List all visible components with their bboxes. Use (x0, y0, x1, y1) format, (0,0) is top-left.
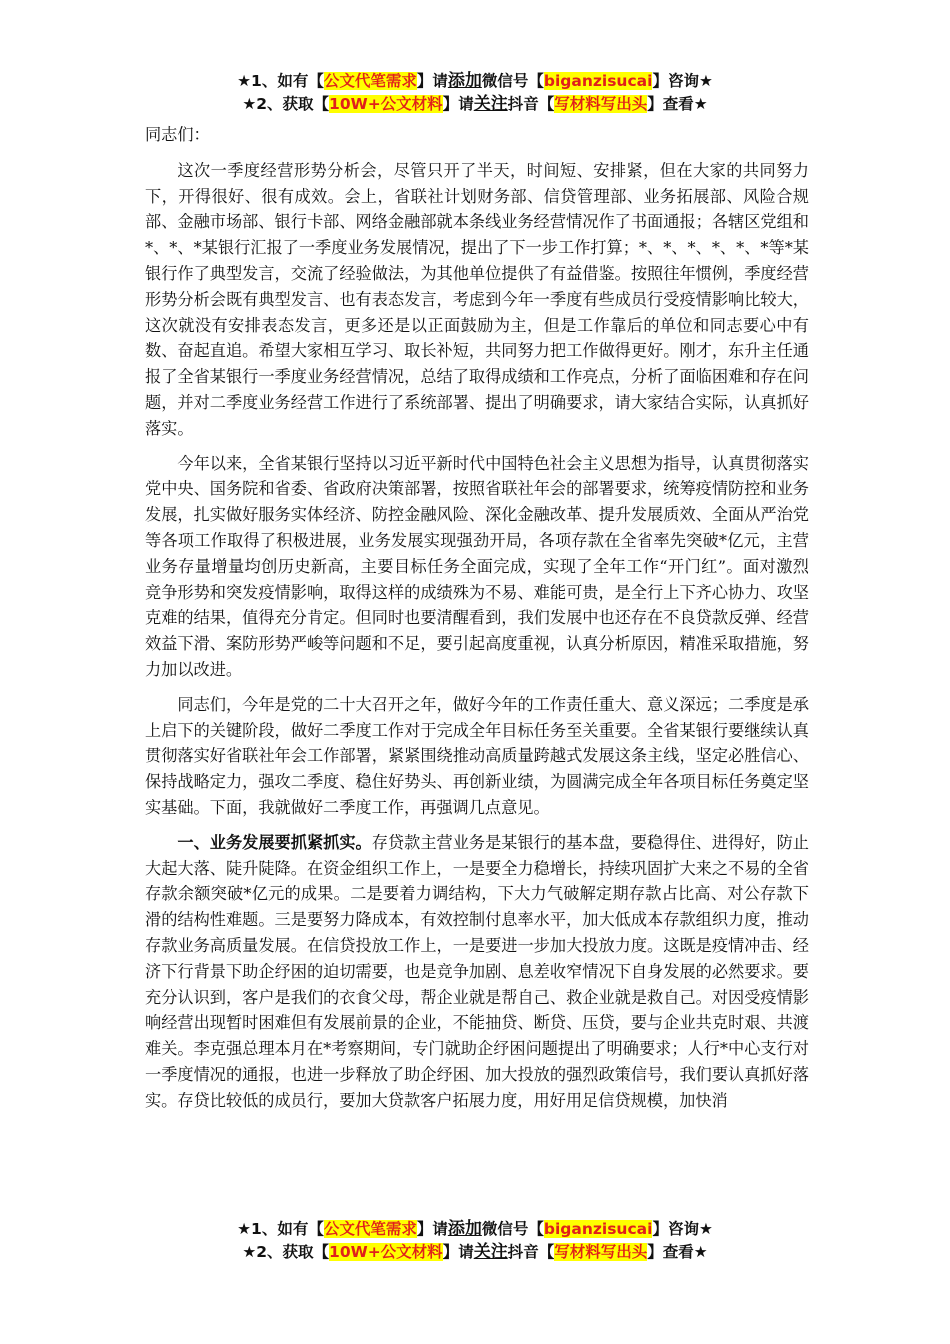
highlight-materials-bottom: 10W+公文材料 (329, 1243, 443, 1261)
paragraph-3: 同志们，今年是党的二十大召开之年，做好今年的工作责任重大、意义深远；二季度是承上启下的关键阶段，做好二季度工作对于完成全年目标任务至关重要。全省某银行要继续认真贯彻落实好省联社年会工作部署，紧紧围绕推动高质量跨越式发展这条主线，坚定必胜信心、保持战略定力，强攻二季度、稳住好势头、再创新业绩，为圆满完成全年各项目标任务奠定坚实基础。下面，我就做好二季度工作，再强调几点意见。 (145, 694, 809, 817)
section-1-paragraph (145, 830, 809, 1114)
promo-line-2-bottom: ★2、获取【10W+公文材料】请关注抖音【写材料写出头】查看★ (242, 1242, 708, 1262)
promo-line-1-bottom: ★1、如有【公文代笔需求】请添加微信号【biganzisucai】咨询★ (237, 1219, 713, 1239)
highlight-service-bottom: 公文代笔需求 (323, 1220, 417, 1238)
highlight-douyin-id-bottom: 写材料写出头 (554, 1243, 648, 1261)
section-1-heading: 一、业务发展要抓紧抓实。 (177, 832, 372, 852)
highlight-service: 公文代笔需求 (323, 72, 417, 90)
paragraph-2: 今年以来，全省某银行坚持以习近平新时代中国特色社会主义思想为指导，认真贯彻落实党中央、国务院和省委、省政府决策部署，按照省联社年会的部署要求，统筹疫情防控和业务发展，扎实做好服务实体经济、防控金融风险、深化金融改革、提升发展质效、全面从严治党等各项工作取得了积极进展，业务发展实现强劲开局，各项存款在全省率先突破*亿元，主营业务存量增量均创历史新高，主要目标任务全面完成，实现了全年工作“开门红”。面对激烈竞争形势和突发疫情影响，取得这样的成绩殊为不易、难能可贵，是全行上下齐心协力、攻坚克难的结果，值得充分肯定。但同时也要清醒看到，我们发展中也还存在不良贷款反弹、经营效益下滑、案防形势严峻等问题和不足，要引起高度重视，认真分析原因，精准采取措施，努力加以改进。 (145, 453, 809, 679)
promo-banner-top (120, 70, 830, 116)
greeting: 同志们： (145, 125, 210, 144)
highlight-wechat-id: biganzisucai (543, 72, 653, 90)
highlight-wechat-id-bottom: biganzisucai (543, 1220, 653, 1238)
document-body (145, 122, 809, 1113)
promo-banner-bottom (120, 1218, 830, 1264)
promo-line-2: ★2、获取【10W+公文材料】请关注抖音【写材料写出头】查看★ (242, 94, 708, 114)
promo-line-1: ★1、如有【公文代笔需求】请添加微信号【biganzisucai】咨询★ (237, 71, 713, 91)
highlight-douyin-id: 写材料写出头 (554, 95, 648, 113)
section-1-text: 存贷款主营业务是某银行的基本盘，要稳得住、进得好，防止大起大落、陡升陡降。在资金组织工作上，一是要全力稳增长，持续巩固扩大来之不易的全省存款余额突破*亿元的成果。二是要着力调结构，下大力气破解定期存款占比高、对公存款下滑的结构性难题。三是要努力降成本，有效控制付息率水平，加大低成本存款组织力度，推动存款业务高质量发展。在信贷投放工作上，一是要进一步加大投放力度。这既是疫情冲击、经济下行背景下助企纾困的迫切需要，也是竞争加剧、息差收窄情况下自身发展的必然要求。要充分认识到，客户是我们的衣食父母，帮企业就是帮自己、救企业就是救自己。对因受疫情影响经营出现暂时困难但有发展前景的企业，不能抽贷、断贷、压贷，要与企业共克时艰、共渡难关。李克强总理本月在*考察期间，专门就助企纾困问题提出了明确要求；人行*中心支行对一季度情况的通报，也进一步释放了助企纾困、加大投放的强烈政策信号，我们要认真抓好落实。存贷比较低的成员行，要加大贷款客户拓展力度，用好用足信贷规模，加快消 (145, 832, 809, 1110)
document-body-clip (145, 122, 809, 1212)
highlight-materials: 10W+公文材料 (329, 95, 443, 113)
paragraph-1: 这次一季度经营形势分析会，尽管只开了半天，时间短、安排紧，但在大家的共同努力下，开得很好、很有成效。会上，省联社计划财务部、信贷管理部、业务拓展部、风险合规部、金融市场部、银行卡部、网络金融部就本条线业务经营情况作了书面通报；各辖区党组和*、*、*某银行汇报了一季度业务发展情况，提出了下一步工作打算；*、*、*、*、*、*等*某银行作了典型发言，交流了经验做法，为其他单位提供了有益借鉴。按照往年惯例，季度经营形势分析会既有典型发言、也有表态发言，考虑到今年一季度有些成员行受疫情影响比较大，这次就没有安排表态发言，更多还是以正面鼓励为主，但是工作靠后的单位和同志要心中有数、奋起直追。希望大家相互学习、取长补短，共同努力把工作做得更好。刚才，东升主任通报了全省某银行一季度业务经营情况，总结了取得成绩和工作亮点，分析了面临困难和存在问题，并对二季度业务经营工作进行了系统部署、提出了明确要求，请大家结合实际，认真抓好落实。 (145, 160, 809, 438)
